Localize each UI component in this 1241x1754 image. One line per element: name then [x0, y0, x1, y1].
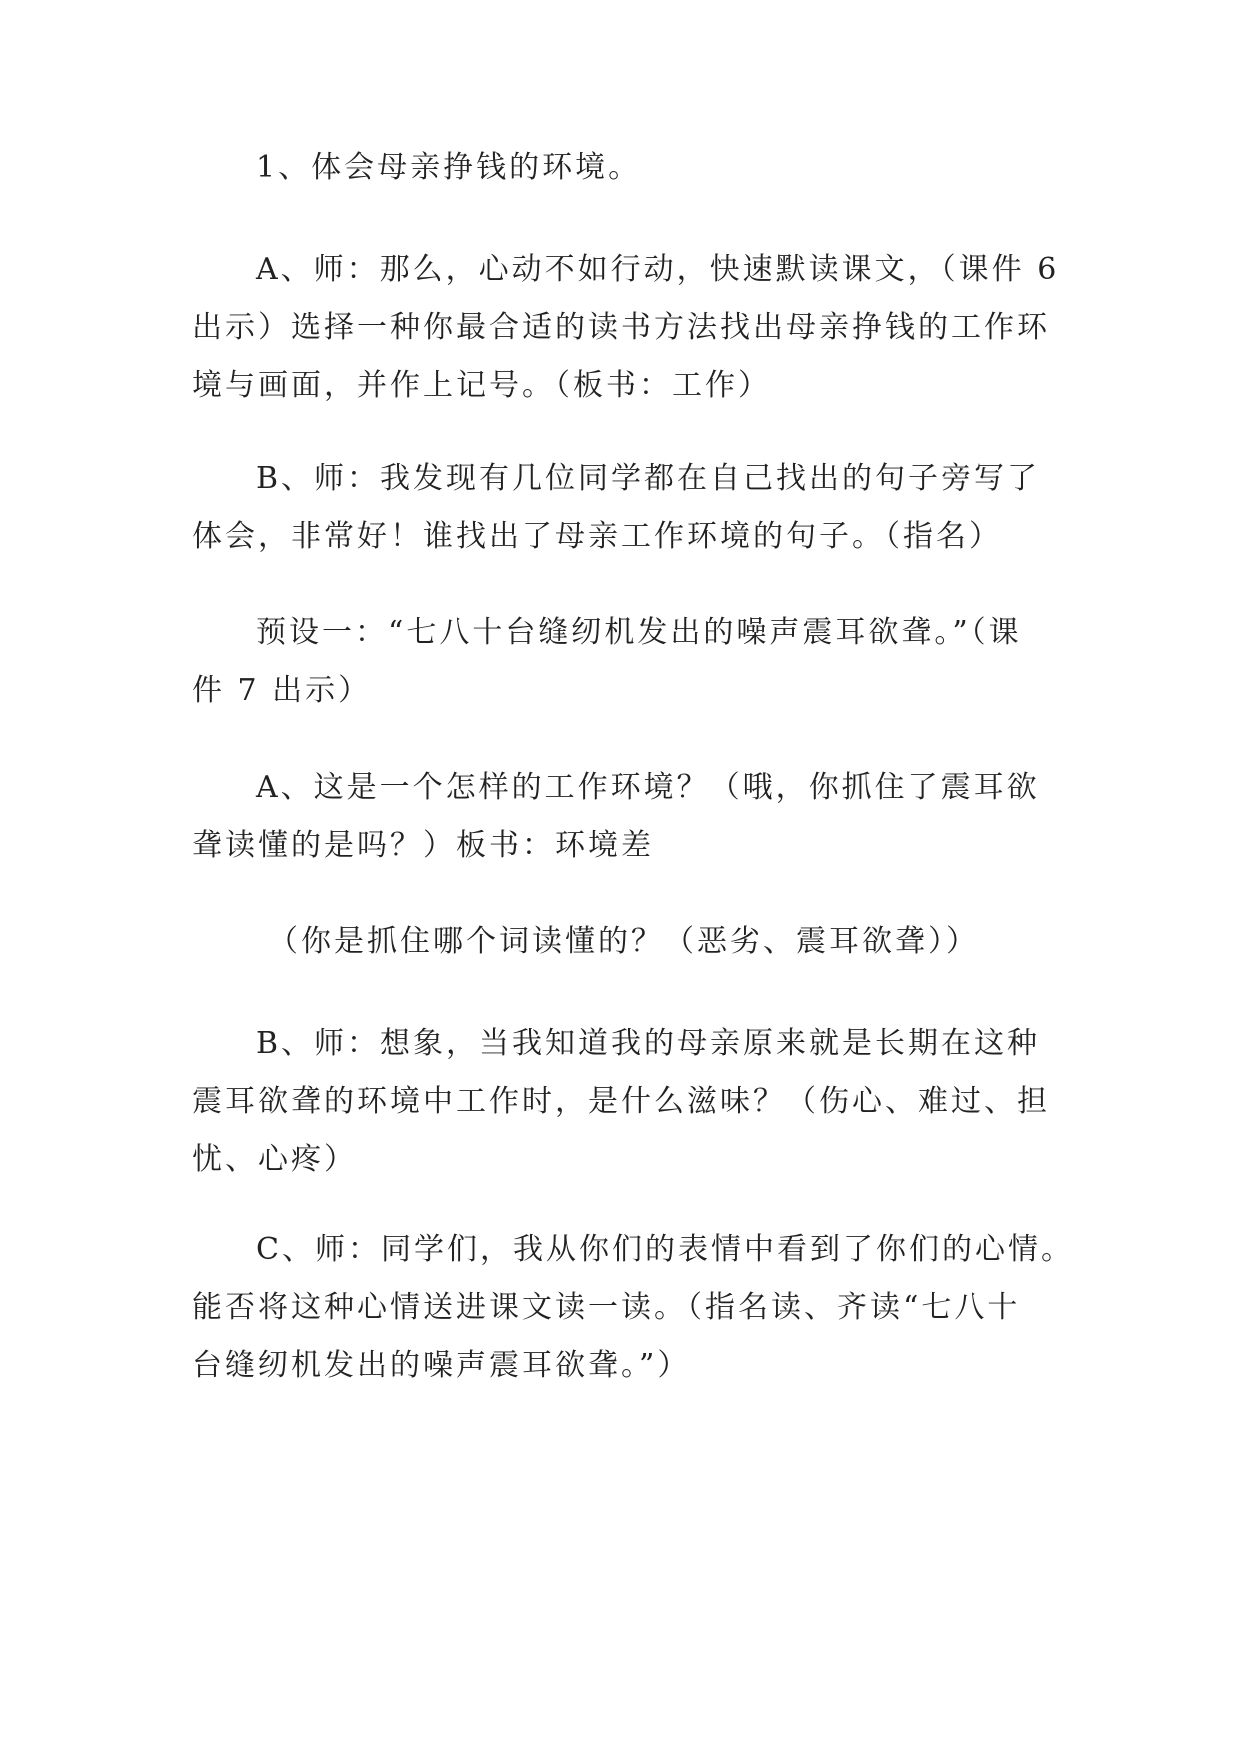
paragraph-6 — [192, 913, 1092, 971]
paragraph-line: A、这是一个怎样的工作环境？（哦，你抓住了震耳欲 — [256, 770, 1040, 805]
paragraph-line: 1、体会母亲挣钱的环境。 — [256, 150, 642, 185]
paragraph-line: A、师：那么，心动不如行动，快速默读课文，（课件 6 — [256, 252, 1060, 287]
paragraph-line: （你是抓住哪个词读懂的？（恶劣、震耳欲聋）） — [268, 924, 979, 959]
paragraph-line: 台缝纫机发出的噪声震耳欲聋。”） — [192, 1348, 691, 1383]
paragraph-line: 体会，非常好！谁找出了母亲工作环境的句子。（指名） — [192, 519, 1002, 554]
paragraph-1 — [192, 139, 1092, 197]
paragraph-8 — [192, 1221, 1092, 1395]
paragraph-line: 件 7 出示） — [192, 673, 372, 708]
paragraph-line: 境与画面，并作上记号。（板书：工作） — [192, 368, 771, 403]
paragraph-line: 预设一：“七八十台缝纫机发出的噪声震耳欲聋。”（课 — [256, 615, 1022, 650]
paragraph-line: 聋读懂的是吗？）板书：环境差 — [192, 828, 654, 863]
paragraph-line: C、师：同学们，我从你们的表情中看到了你们的心情。 — [256, 1232, 1074, 1267]
paragraph-4 — [192, 604, 1092, 720]
paragraph-line: B、师：想象，当我知道我的母亲原来就是长期在这种 — [256, 1026, 1041, 1061]
paragraph-line: 震耳欲聋的环境中工作时，是什么滋味？（伤心、难过、担 — [192, 1084, 1050, 1119]
paragraph-7 — [192, 1015, 1092, 1189]
paragraph-5 — [192, 759, 1092, 875]
paragraph-3 — [192, 450, 1092, 566]
paragraph-line: 忧、心疼） — [192, 1142, 357, 1177]
paragraph-line: 能否将这种心情送进课文读一读。（指名读、齐读“七八十 — [192, 1290, 1021, 1325]
paragraph-2 — [192, 241, 1092, 415]
paragraph-line: B、师：我发现有几位同学都在自己找出的句子旁写了 — [256, 461, 1041, 496]
paragraph-line: 出示）选择一种你最合适的读书方法找出母亲挣钱的工作环 — [192, 310, 1050, 345]
